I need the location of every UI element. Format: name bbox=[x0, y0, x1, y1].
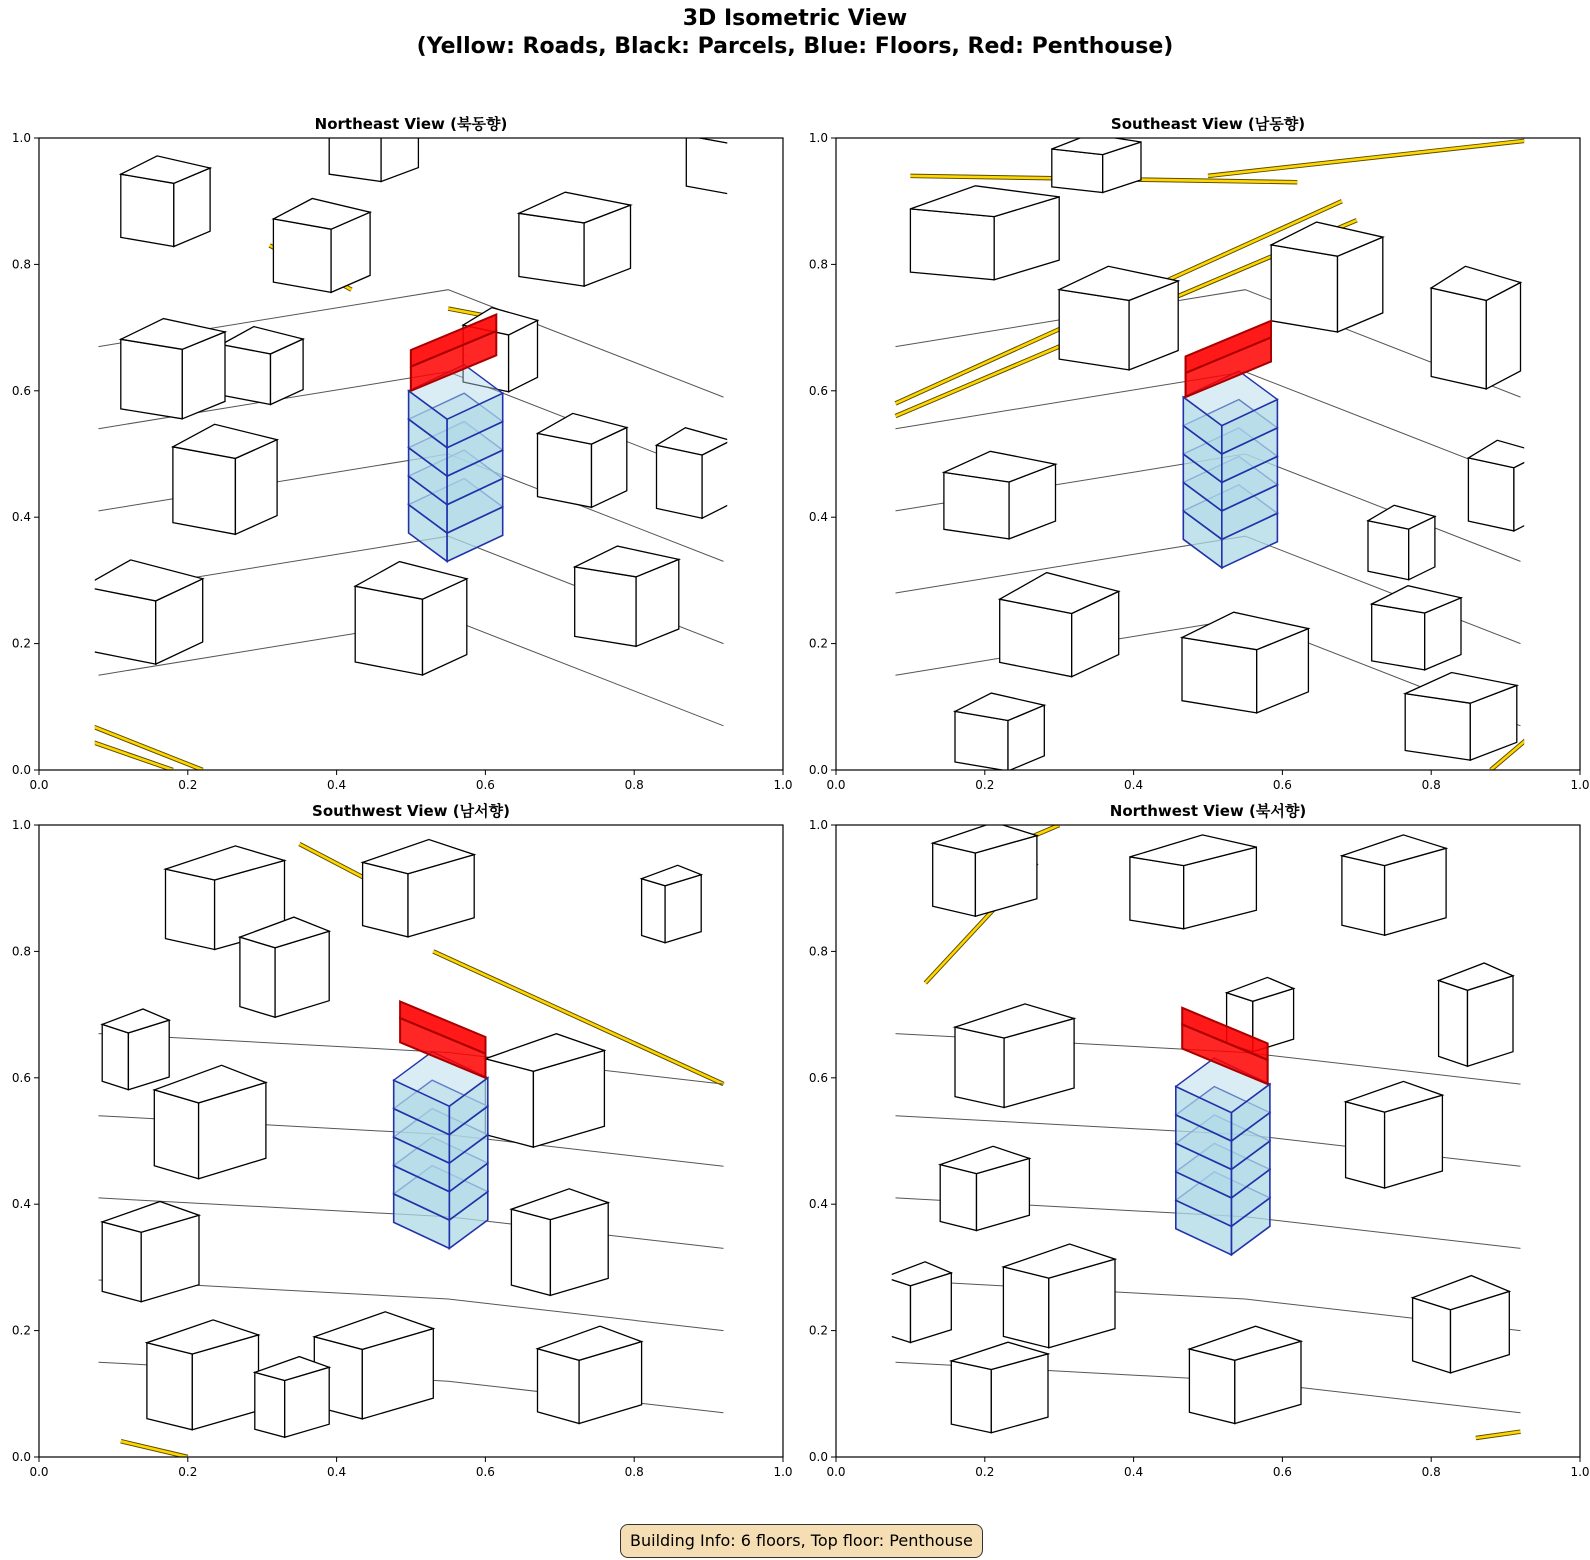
parcel-wall bbox=[173, 447, 236, 535]
parcel-wall bbox=[538, 1349, 580, 1424]
y-tick-label: 0.0 bbox=[808, 763, 828, 777]
y-tick-label: 0.8 bbox=[808, 257, 828, 272]
panel-northwest bbox=[809, 802, 1590, 1479]
parcel-building bbox=[1346, 1081, 1443, 1188]
parcel-building bbox=[519, 192, 631, 286]
parcel-wall bbox=[121, 339, 183, 419]
y-tick-label: 1.0 bbox=[11, 818, 31, 832]
parcel-wall bbox=[102, 1024, 128, 1089]
target-building bbox=[1176, 1008, 1270, 1255]
parcel-building bbox=[1368, 505, 1435, 579]
parcel-wall bbox=[102, 1222, 141, 1302]
y-tick-label: 0.6 bbox=[11, 1070, 31, 1085]
parcel-wall bbox=[519, 213, 584, 286]
target-building bbox=[394, 1002, 488, 1249]
parcel-wall bbox=[955, 1027, 1004, 1107]
parcel-building bbox=[355, 562, 467, 675]
parcel-wall bbox=[1468, 976, 1514, 1066]
target-building bbox=[1183, 321, 1277, 568]
parcel-wall bbox=[1342, 856, 1385, 936]
parcel-wall bbox=[273, 219, 331, 293]
parcel-building bbox=[642, 865, 702, 942]
y-tick-label: 0.4 bbox=[11, 1197, 31, 1212]
parcel-wall bbox=[121, 174, 174, 246]
x-tick-label: 0.8 bbox=[1421, 778, 1441, 792]
parcel-wall bbox=[255, 1372, 285, 1437]
x-tick-label: 0.0 bbox=[29, 778, 49, 792]
parcel-building bbox=[102, 1009, 169, 1090]
parcel-wall bbox=[485, 1059, 533, 1147]
y-tick-label: 0.2 bbox=[11, 1323, 31, 1338]
parcel-wall bbox=[1486, 283, 1520, 389]
parcel-wall bbox=[1346, 1102, 1385, 1188]
x-tick-label: 0.2 bbox=[975, 1465, 995, 1479]
parcel-wall bbox=[1468, 458, 1514, 531]
y-tick-label: 0.2 bbox=[11, 636, 31, 651]
parcel-wall bbox=[1003, 1267, 1048, 1348]
y-tick-label: 0.8 bbox=[11, 257, 31, 272]
parcel-building bbox=[944, 451, 1056, 539]
y-tick-label: 0.0 bbox=[11, 1450, 31, 1464]
parcel-wall bbox=[511, 1209, 550, 1295]
x-tick-label: 0.2 bbox=[178, 778, 198, 792]
y-tick-label: 0.2 bbox=[808, 1323, 828, 1338]
y-tick-label: 0.6 bbox=[808, 383, 828, 398]
parcel-building bbox=[1271, 222, 1383, 332]
parcel-wall bbox=[642, 879, 666, 943]
parcel-building bbox=[1372, 586, 1461, 670]
parcel-building bbox=[1439, 963, 1513, 1066]
x-tick-label: 0.6 bbox=[1272, 778, 1292, 792]
y-tick-label: 0.8 bbox=[11, 944, 31, 959]
y-tick-label: 0.0 bbox=[808, 1450, 828, 1464]
parcel-building bbox=[575, 546, 679, 646]
parcel-building bbox=[538, 413, 627, 507]
y-tick-label: 0.4 bbox=[808, 1197, 828, 1212]
parcel-wall bbox=[1052, 149, 1103, 193]
x-tick-label: 0.0 bbox=[826, 1465, 846, 1479]
x-tick-label: 0.4 bbox=[1124, 778, 1144, 792]
y-tick-label: 0.2 bbox=[808, 636, 828, 651]
parcel-wall bbox=[933, 843, 976, 916]
parcel-wall bbox=[910, 209, 994, 280]
x-tick-label: 0.2 bbox=[975, 778, 995, 792]
parcel-building bbox=[884, 1262, 951, 1343]
x-tick-label: 0.0 bbox=[826, 778, 846, 792]
parcel-wall bbox=[1413, 1298, 1451, 1373]
parcel-wall bbox=[657, 445, 703, 518]
panel-northeast bbox=[12, 107, 793, 792]
parcel-building bbox=[121, 319, 225, 419]
parcel-building bbox=[121, 156, 210, 247]
x-tick-label: 1.0 bbox=[1570, 778, 1590, 792]
parcel-wall bbox=[686, 136, 731, 195]
building-info-box: Building Info: 6 floors, Top floor: Penthouse bbox=[620, 1524, 983, 1558]
panel-title: Southwest View (남서향) bbox=[312, 802, 510, 820]
panel-title: Northwest View (북서향) bbox=[1109, 802, 1307, 820]
panel-southeast bbox=[809, 115, 1590, 792]
x-tick-label: 0.6 bbox=[475, 1465, 495, 1479]
x-tick-label: 0.2 bbox=[178, 1465, 198, 1479]
parcel-wall bbox=[1189, 1349, 1234, 1424]
parcel-building bbox=[1342, 835, 1446, 935]
parcel-wall bbox=[363, 862, 408, 937]
y-tick-label: 0.0 bbox=[11, 763, 31, 777]
y-tick-label: 0.4 bbox=[11, 510, 31, 525]
parcel-wall bbox=[575, 567, 636, 646]
x-tick-label: 0.4 bbox=[327, 1465, 347, 1479]
parcel-building bbox=[102, 1202, 199, 1302]
parcel-wall bbox=[240, 937, 275, 1017]
parcel-wall bbox=[355, 586, 422, 675]
y-tick-label: 0.4 bbox=[808, 510, 828, 525]
parcel-wall bbox=[1271, 245, 1337, 332]
parcel-building bbox=[951, 1342, 1048, 1433]
parcel-wall bbox=[1368, 521, 1409, 580]
parcel-wall bbox=[1182, 638, 1257, 713]
x-tick-label: 0.0 bbox=[29, 1465, 49, 1479]
parcel-wall bbox=[1372, 604, 1425, 670]
parcel-wall bbox=[147, 1343, 192, 1430]
parcel-wall bbox=[166, 869, 215, 949]
parcel-building bbox=[255, 1357, 329, 1438]
x-tick-label: 1.0 bbox=[773, 1465, 793, 1479]
parcel-building bbox=[221, 327, 303, 405]
parcel-wall bbox=[944, 472, 1009, 539]
parcel-wall bbox=[951, 1361, 991, 1433]
figure-title: 3D Isometric View bbox=[682, 6, 908, 31]
parcel-building bbox=[955, 693, 1044, 771]
parcel-building bbox=[1405, 673, 1517, 761]
panel-southwest bbox=[12, 802, 793, 1479]
parcel-wall bbox=[1130, 857, 1184, 929]
x-tick-label: 0.6 bbox=[1272, 1465, 1292, 1479]
parcel-wall bbox=[154, 1090, 198, 1179]
y-tick-label: 0.6 bbox=[808, 1070, 828, 1085]
x-tick-label: 0.8 bbox=[624, 778, 644, 792]
parcel-building bbox=[657, 428, 731, 519]
parcel-wall bbox=[1405, 694, 1470, 761]
parcel-wall bbox=[940, 1165, 976, 1231]
parcel-wall bbox=[665, 875, 701, 943]
parcel-building bbox=[1059, 266, 1178, 370]
x-tick-label: 0.6 bbox=[475, 778, 495, 792]
target-building bbox=[409, 315, 503, 562]
y-tick-label: 0.6 bbox=[11, 383, 31, 398]
y-tick-label: 1.0 bbox=[11, 131, 31, 145]
x-tick-label: 1.0 bbox=[773, 778, 793, 792]
panel-title: Southeast View (남동향) bbox=[1110, 115, 1306, 133]
parcel-wall bbox=[955, 711, 1008, 771]
parcel-wall bbox=[1439, 981, 1468, 1067]
parcel-building bbox=[240, 917, 329, 1017]
parcel-building bbox=[1431, 266, 1520, 389]
x-tick-label: 0.8 bbox=[1421, 1465, 1441, 1479]
parcel-building bbox=[273, 199, 370, 293]
figure-subtitle: (Yellow: Roads, Black: Parcels, Blue: Floors, Red: Penthouse) bbox=[416, 34, 1174, 59]
panel-title: Northeast View (북동향) bbox=[314, 115, 508, 133]
x-tick-label: 0.8 bbox=[624, 1465, 644, 1479]
y-tick-label: 1.0 bbox=[808, 818, 828, 832]
y-tick-label: 1.0 bbox=[808, 131, 828, 145]
parcel-building bbox=[173, 424, 277, 534]
parcel-wall bbox=[1431, 288, 1486, 389]
x-tick-label: 0.4 bbox=[327, 778, 347, 792]
y-tick-label: 0.8 bbox=[808, 944, 828, 959]
parcel-building bbox=[147, 1320, 259, 1430]
parcel-wall bbox=[538, 433, 592, 507]
x-tick-label: 0.4 bbox=[1124, 1465, 1144, 1479]
x-tick-label: 1.0 bbox=[1570, 1465, 1590, 1479]
parcel-wall bbox=[221, 345, 270, 405]
parcel-wall bbox=[1059, 290, 1129, 370]
parcel-building bbox=[511, 1189, 608, 1296]
